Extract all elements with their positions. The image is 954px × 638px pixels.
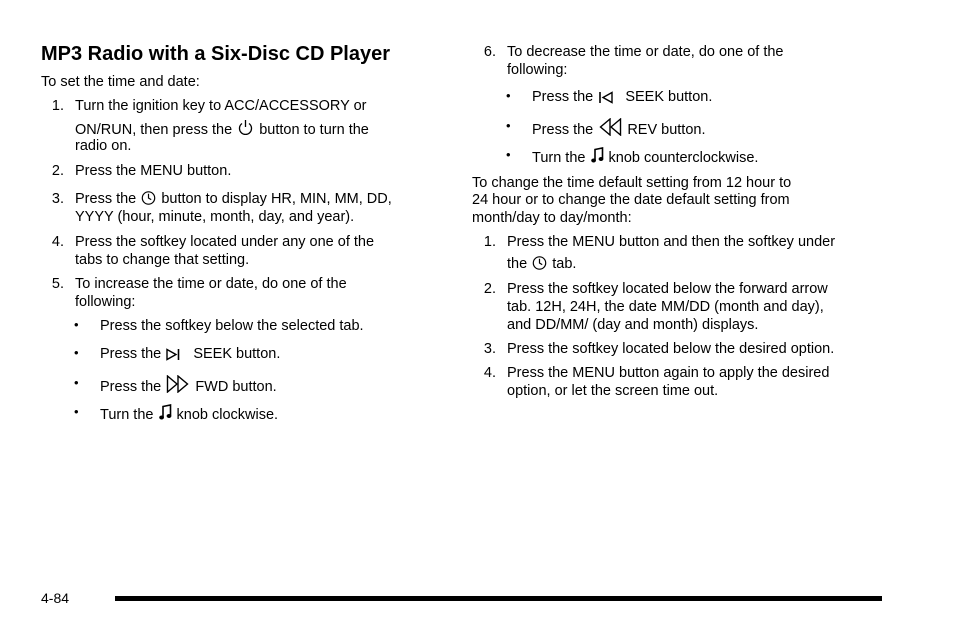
- step-number: 2.: [483, 281, 496, 297]
- intro-text: To set the time and date:: [41, 74, 200, 90]
- paragraph-text: month/day to day/month:: [472, 210, 632, 226]
- bullet: •: [74, 404, 79, 419]
- step-text: following:: [75, 294, 136, 310]
- step-text: tabs to change that setting.: [75, 252, 250, 268]
- bullet-text: Press the softkey below the selected tab.: [100, 318, 364, 334]
- step-text: following:: [507, 62, 568, 78]
- music-note-icon: [159, 404, 172, 426]
- step-number: 4.: [51, 234, 64, 250]
- bullet-text-part: Press the: [100, 346, 162, 362]
- bullet-text-part: SEEK button.: [625, 89, 713, 105]
- clock-icon: [532, 255, 547, 276]
- bullet-text: [100, 345, 280, 366]
- bullet-text: [532, 118, 706, 141]
- seek-forward-icon: [166, 348, 181, 366]
- music-note-icon: [591, 147, 604, 169]
- step-text-part: the: [507, 256, 528, 272]
- step-text: To decrease the time or date, do one of the: [507, 44, 784, 60]
- page-number: 4-84: [41, 590, 70, 606]
- step-text: radio on.: [75, 138, 132, 154]
- step-number: 1.: [483, 234, 496, 250]
- bullet-text-part: Turn the: [100, 407, 154, 423]
- bullet-text-part: Press the: [100, 379, 162, 395]
- step-text-part: button to turn the: [259, 122, 369, 138]
- step-text: Press the MENU button again to apply the desired: [507, 365, 830, 381]
- power-icon: [237, 119, 254, 142]
- step-number: 4.: [483, 365, 496, 381]
- step-number: 3.: [483, 341, 496, 357]
- step-number: 3.: [51, 191, 64, 207]
- bullet-text-part: SEEK button.: [193, 346, 281, 362]
- bullet: •: [506, 88, 511, 103]
- paragraph-text: 24 hour or to change the date default setting from: [472, 192, 790, 208]
- step-text: Press the MENU button and then the softkey under: [507, 234, 836, 250]
- bullet-text-part: knob clockwise.: [176, 407, 279, 423]
- rewind-icon: [598, 118, 622, 141]
- bullet: •: [506, 147, 511, 162]
- step-number: 1.: [51, 98, 64, 114]
- step-text: To increase the time or date, do one of the: [75, 276, 347, 292]
- page-heading: MP3 Radio with a Six-Disc CD Player: [41, 43, 390, 65]
- bullet-text-part: REV button.: [627, 122, 706, 138]
- seek-back-icon: [598, 91, 613, 109]
- step-text-part: tab.: [552, 256, 577, 272]
- bullet: •: [74, 317, 79, 332]
- bullet: •: [506, 118, 511, 133]
- step-text: Press the softkey located under any one of the: [75, 234, 375, 250]
- step-number: 6.: [483, 44, 496, 60]
- step-text-part: Press the: [75, 191, 137, 207]
- paragraph-text: To change the time default setting from 12 hour to: [472, 175, 792, 191]
- footer-rule: [115, 596, 882, 601]
- bullet-text: [532, 147, 758, 169]
- step-text: Press the MENU button.: [75, 163, 232, 179]
- step-text: tab. 12H, 24H, the date MM/DD (month and day),: [507, 299, 824, 315]
- step-text-part: ON/RUN, then press the: [75, 122, 233, 138]
- step-text: YYYY (hour, minute, month, day, and year).: [75, 209, 355, 225]
- bullet-text-part: Press the: [532, 89, 594, 105]
- step-text: Press the softkey located below the desired option.: [507, 341, 835, 357]
- step-text: Turn the ignition key to ACC/ACCESSORY or: [75, 98, 367, 114]
- bullet: •: [74, 375, 79, 390]
- step-number: 5.: [51, 276, 64, 292]
- fast-forward-icon: [166, 375, 190, 398]
- bullet: •: [74, 345, 79, 360]
- bullet-text: [532, 88, 712, 109]
- step-text-part: button to display HR, MIN, MM, DD,: [161, 191, 392, 207]
- step-text: option, or let the screen time out.: [507, 383, 719, 399]
- step-text: [507, 255, 576, 276]
- bullet-text-part: Press the: [532, 122, 594, 138]
- bullet-text: [100, 375, 277, 398]
- step-text: and DD/MM/ (day and month) displays.: [507, 317, 759, 333]
- step-text: Press the softkey located below the forward arrow: [507, 281, 828, 297]
- bullet-text-part: knob counterclockwise.: [608, 150, 759, 166]
- bullet-text-part: FWD button.: [195, 379, 277, 395]
- bullet-text: [100, 404, 278, 426]
- bullet-text-part: Turn the: [532, 150, 586, 166]
- step-number: 2.: [51, 163, 64, 179]
